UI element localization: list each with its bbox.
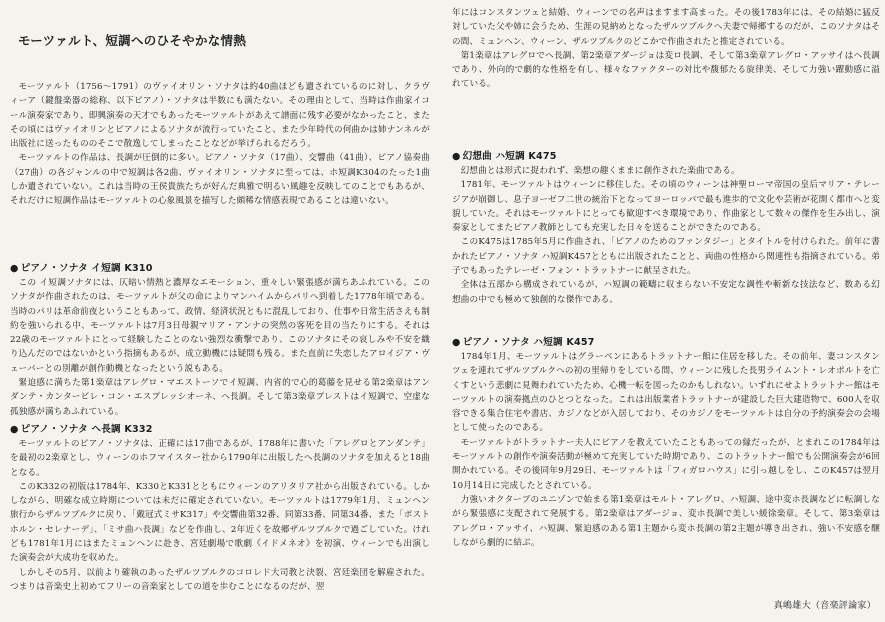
section-heading-text: 幻想曲 ハ短調 K475 — [462, 151, 557, 162]
bullet-icon: ● — [10, 424, 19, 435]
body-paragraph: 幻想曲とは形式に捉われず、楽想の趣くままに創作された楽曲である。 — [460, 166, 740, 176]
body-paragraph: 全体は五部から構成されているが、ハ短調の範疇に収まらない不安定な調性や斬新な技法など、数ある幻想曲の中でも極めて独創的な傑作である。 — [452, 280, 880, 305]
bullet-icon: ● — [452, 337, 461, 348]
section-heading — [10, 262, 430, 276]
body-paragraph: しかしその5月、以前より確執のあったザルツブルクのコロレド大司教と決裂、宮廷楽団を解雇された。つまりは音楽史上初めてフリーの音楽家としての道を歩むことになるのだが、翌 — [10, 567, 430, 592]
body-paragraph: 年にはコンスタンツェと結婚、ウィーンでの名声はますます高まった。その後1783年には、その結婚に猛反対していた父や姉に会うため、生涯の見納めとなったザルツブルクへ夫妻で帰郷するのだが、このソナタはその間、ミュンヘン、ウィーン、ザルツブルクのどこかで作曲されたと推定されている。 — [452, 8, 880, 47]
section-k310 — [10, 262, 430, 419]
section-k332-continued — [452, 6, 880, 92]
section-heading — [452, 336, 880, 350]
section-heading — [10, 423, 430, 437]
body-paragraph: このK332の初版は1784年、K330とK331とともにウィーンのアリタリア社から出版されている。しかしながら、明確な成立時期については未だに確定されていない。モーツァルトは1779年1月、ミュンヘン旅行からザルツブルクに戻り、「戴冠式ミサK317」や交響曲第32番、同第33番、同第34番、また「ポストホルン・セレナーデ」、「ミサ曲ハ長調」などを作曲し、2年近くを故郷ザルツブルクで過ごしていた。けれども1781年1月にはまたミュンヘンに赴き、宮廷劇場で歌劇《イドメネオ》を初演、ウィーンでも出演した演奏会が大成功を収めた。 — [10, 481, 430, 564]
bullet-icon: ● — [452, 151, 461, 162]
body-paragraph: 1784年1月、モーツァルトはグラーベンにあるトラットナー館に住居を移した。その前年、妻コンスタンツェを連れてザルツブルクへの初の里帰りをしている間、ウィーンに残した長男ライムント・レオポルトを亡くすという悲劇に見舞われていたため、心機一転を図ったのかもしれない。いずれにせよトラットナー館はモーツァルトの演奏拠点のひとつとなった。これは出版業者トラットナーが建設した巨大建造物で、600人を収容できる集合住宅や書店、カジノなどが入居しており、そのカジノをモーツァルトは自分の予約演奏会の会場として使ったのである。 — [452, 352, 880, 434]
body-paragraph: 緊迫感に満ちた第1楽章はアレグロ・マエストーソでイ短調、内省的で心的葛藤を見せる第2楽章はアンダンテ・カンタービレ・コン・エスプレッシオーネ、ヘ長調。そして第3楽章プレストはイ短調で、空虚な孤独感が満ちあふれている。 — [10, 378, 430, 417]
bullet-icon: ● — [10, 263, 19, 274]
body-paragraph: 第1楽章はアレグロでヘ長調、第2楽章アダージョは変ロ長調、そして第3楽章アレグロ・アッサイはヘ長調であり、外向的で劇的な性格を有し、様々なファクターの対比や馥郁たる旋律美、そして力強い躍動感に溢れている。 — [452, 50, 880, 90]
intro-paragraph: モーツァルトの作品は、長調が圧倒的に多い。ピアノ・ソナタ（17曲）、交響曲（41曲）、ピアノ協奏曲（27曲）の各ジャンルの中で短調は各2曲、ヴァイオリン・ソナタに至っては、ホ短調K304のたった1曲しか遺されていない。これは当時の王侯貴族たちが好んだ典雅で明るい風趣を反映してのことでもあるが、それだけに短調作品はモーツァルトの心象風景を描写した頗稀な情感表現であることは違いない。 — [10, 153, 430, 207]
body-paragraph: モーツァルトがトラットナー夫人にピアノを教えていたこともあっての縁だったが、とまれこの1784年はモーツァルトの創作や演奏活動が極めて充実していた時期であり、このトラットナー館でも公開演奏会が6回開かれている。その後同年9月29日、モーツァルトは「フィガロハウス」に引っ越しをし、このK457は翌月10月14日に完成したとされている。 — [452, 437, 880, 491]
body-paragraph: この イ短調ソナタには、仄暗い情熱と濃厚なエモーション、重々しい緊張感が満ちあふれている。このソナタが作曲されたのは、モーツァルトが父の命によりマンハイムからパリへ到着した1778年頃である。当時のパリは革命前夜ということもあって、政情、経済状況ともに混乱しており、仕事や日常生活さえも制約を強いられる中、モーツァルトは7月3日母親マリア・アンナの突然の客死を目の当たりにする。それは22歳のモーツァルトにとって経験したことのない強烈な衝撃であり、このソナタにその哀しみや不安を織り込んだのではないかという指摘もあるが、成立動機には疑問も残る。また直前に失恋したアロイジア・ヴェーバーとの別離が創作動機となったという説もある。 — [10, 278, 430, 374]
body-paragraph: 1781年、モーツァルトはウィーンに移住した。その頃のウィーンは神聖ローマ帝国の皇后マリア・テレージアが崩御し、息子ヨーゼフ二世の統治下となってヨーロッパで最も進歩的で文化や芸術が花開く都市へと変貌していた。それはモーツァルトにとっても歓迎すべき環境であり、作曲家として数々の傑作を生み出し、演奏家としてまたピアノ教師としても充実した日々を送ることができたのである。 — [452, 180, 880, 234]
body-paragraph: このK475は1785年5月に作曲され、「ピアノのためのファンタジー」とタイトルを付けられた。前年に書かれたピアノ・ソナタ ハ短調K457とともに出版されたことと、両曲の性格から関連性も指摘されている。弟子でもあったテレーゼ・フォン・トラットナーに献呈された。 — [452, 237, 880, 277]
section-k332 — [10, 423, 430, 594]
section-k457 — [452, 336, 880, 550]
body-paragraph: モーツァルトのピアノ・ソナタは、正確には17曲であるが、1788年に書いた「アレグロとアンダンテ」を最初の2楽章とし、ウィーンのホフマイスター社から1790年に出版したヘ長調のソナタを加えると18曲となる。 — [10, 439, 430, 478]
section-heading-text: ピアノ・ソナタ ハ短調 K457 — [462, 337, 595, 348]
section-heading — [452, 150, 880, 164]
right-column — [452, 0, 880, 622]
section-k475 — [452, 150, 880, 307]
intro-paragraph: モーツァルト（1756～1791）のヴァイオリン・ソナタは約40曲ほども遺されているのに対し、クラヴィーア（鍵盤楽器の総称、以下ピアノ）・ソナタは半数にも満たない。その理由として、当時は作曲家イコール演奏家であり、即興演奏の天才でもあったモーツァルトがあえて譜面に残す必要がなかったこと、またその頃にはヴァイオリンとピアノによるソナタが流行っていたこと、また少年時代の何曲かは姉ナンネルが出版社に送ったもののそこで散逸してしまったことなどが挙げられるだろう。 — [10, 82, 430, 150]
section-heading-text: ピアノ・ソナタ ヘ長調 K332 — [20, 424, 153, 435]
body-paragraph: 力強いオクターブのユニゾンで始まる第1楽章はモルト・アレグロ、ハ短調、途中変ホ長調などに転調しながら緊張感に支配されて発展する。第2楽章はアダージョ、変ホ長調で美しい緩徐楽章。そして、第3楽章はアレグロ・アッサイ、ハ短調、緊迫感のある第1主題から変ホ長調の第2主題が導き出され、強い不安感を醸しながら劇的に結ぶ。 — [452, 494, 880, 548]
page-title: モーツァルト、短調へのひそやかな情熱 — [18, 33, 247, 48]
intro-section — [10, 80, 430, 209]
section-heading-text: ピアノ・ソナタ イ短調 K310 — [20, 263, 153, 274]
author-signature: 真嶋雄大（音楽評論家） — [773, 601, 876, 611]
left-column — [10, 0, 430, 622]
